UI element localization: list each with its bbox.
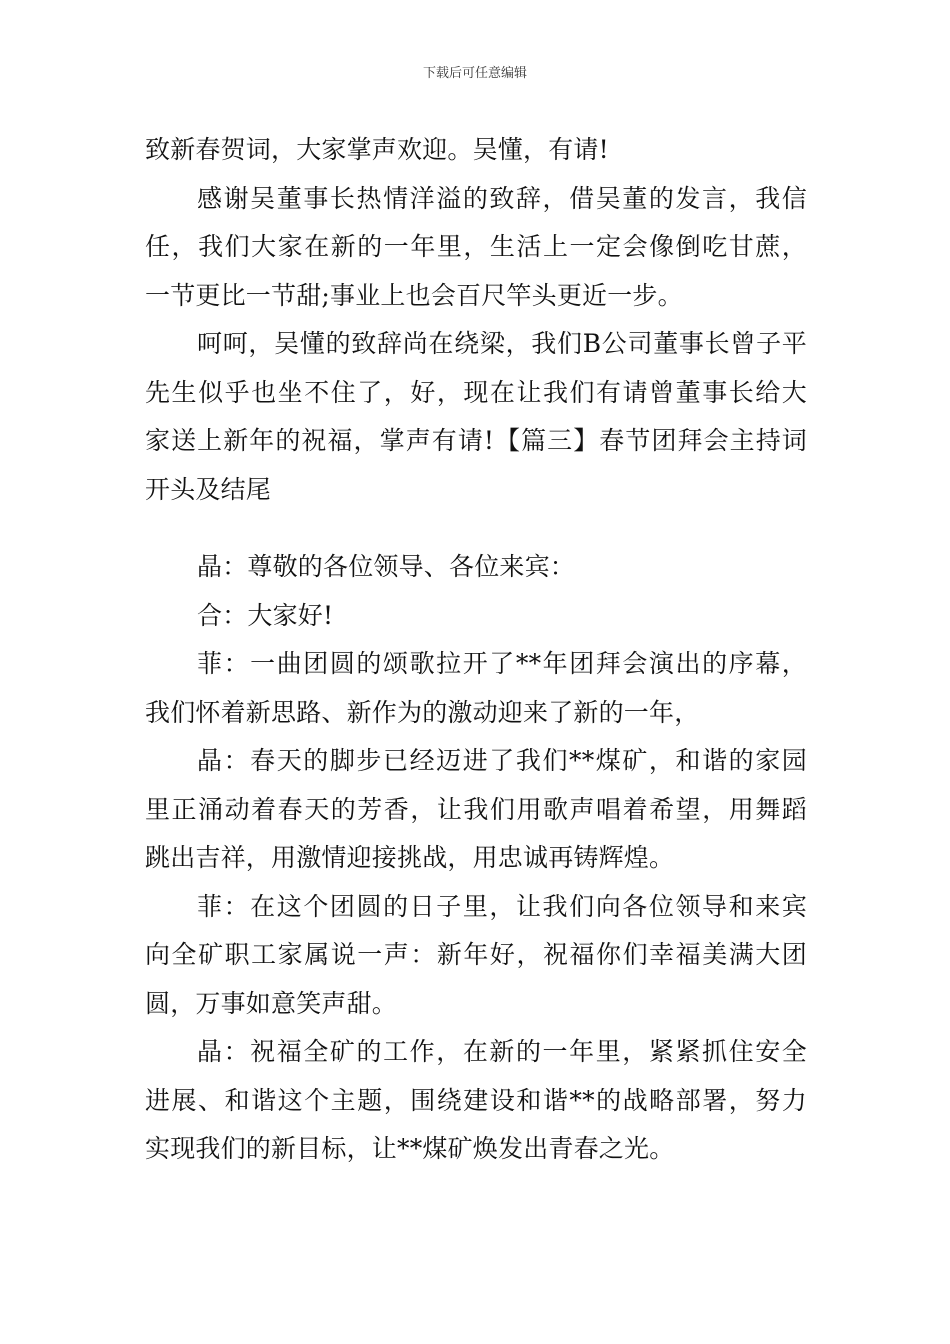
- text-line: 晶：春天的脚步已经迈进了我们**煤矿，和谐的家园: [197, 746, 807, 775]
- section-gap: [145, 514, 807, 543]
- text-line: 先生似乎也坐不住了，好，现在让我们有请曾董事长给大: [145, 377, 807, 407]
- text-line: 里正涌动着春天的芳香，让我们用歌声唱着希望，用舞蹈: [145, 794, 807, 824]
- text-line: 我们怀着新思路、新作为的激动迎来了新的一年，: [145, 697, 700, 727]
- text-line: 菲：在这个团圆的日子里，让我们向各位领导和来宾: [197, 891, 807, 921]
- text-line: 圆，万事如意笑声甜。: [145, 988, 398, 1018]
- text-line: 晶：尊敬的各位领导、各位来宾：: [197, 552, 576, 581]
- paragraph: [145, 640, 807, 737]
- text-line: 一节更比一节甜;事业上也会百尺竿头更近一步。: [145, 280, 683, 310]
- text-line: 实现我们的新目标，让**煤矿焕发出青春之光。: [145, 1134, 675, 1163]
- paragraph: [145, 175, 807, 321]
- paragraph: [145, 320, 807, 514]
- text-line: 晶：祝福全矿的工作，在新的一年里，紧紧抓住安全: [197, 1037, 807, 1066]
- paragraph: [145, 1028, 807, 1174]
- text-line: 致新春贺词，大家掌声欢迎。吴懂，有请!: [145, 135, 609, 164]
- text-line: 家送上新年的祝福，掌声有请!【篇三】春节团拜会主持词: [145, 426, 807, 455]
- paragraph: [145, 543, 807, 592]
- text-line: 呵呵，吴懂的致辞尚在绕梁，我们B公司董事长曾子平: [197, 329, 807, 358]
- document-body: [145, 126, 807, 1174]
- page-header-note: 下载后可任意编辑: [422, 66, 527, 81]
- text-line: 任，我们大家在新的一年里，生活上一定会像倒吃甘蔗，: [145, 232, 807, 261]
- paragraph: [145, 126, 807, 175]
- text-line: 跳出吉祥，用激情迎接挑战，用忠诚再铸辉煌。: [145, 843, 675, 872]
- text-line: 菲：一曲团圆的颂歌拉开了**年团拜会演出的序幕，: [197, 649, 807, 678]
- text-line: 感谢吴董事长热情洋溢的致辞，借吴董的发言，我信: [197, 183, 807, 213]
- text-line: 合：大家好!: [197, 600, 334, 630]
- paragraph: [145, 737, 807, 883]
- text-line: 进展、和谐这个主题，围绕建设和谐**的战略部署，努力: [145, 1085, 807, 1115]
- text-line: 向全矿职工家属说一声：新年好，祝福你们幸福美满大团: [145, 940, 807, 969]
- paragraph: [145, 883, 807, 1029]
- text-line: 开头及结尾: [145, 474, 272, 504]
- paragraph: [145, 592, 807, 641]
